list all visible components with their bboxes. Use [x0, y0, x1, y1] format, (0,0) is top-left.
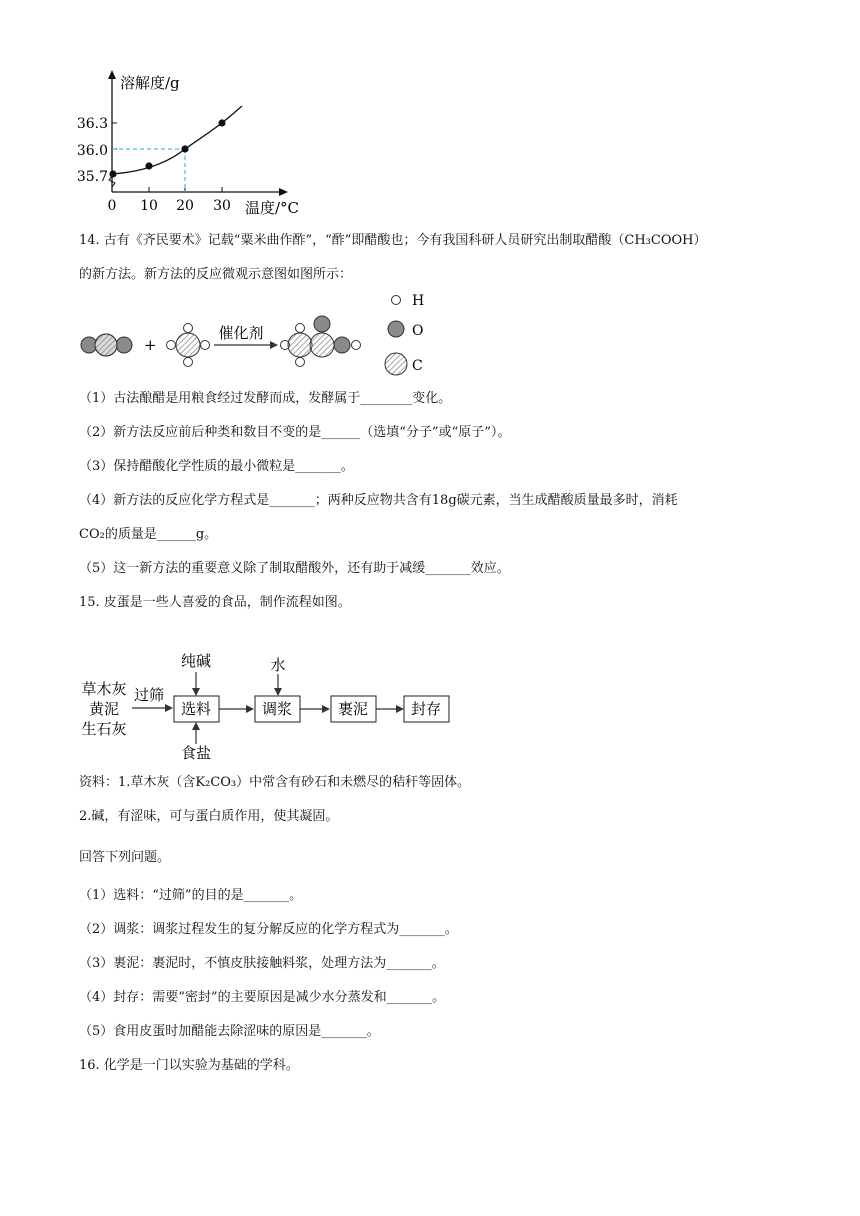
x-axis-label: 温度/°C — [245, 199, 300, 217]
q14-part5: （5）这一新方法的重要意义除了制取醋酸外，还有助于减缓_______效应。 — [79, 561, 510, 576]
atom-legend — [385, 293, 424, 375]
q14-stem-line1: 14. 古有《齐民要术》记载“粟米曲作酢”，“酢”即醋酸也；今有我国科研人员研究出制取醋酸（CH₃COOH） — [79, 233, 707, 248]
q15-part2: （2）调浆：调浆过程发生的复分解反应的化学方程式为_______。 — [79, 922, 458, 937]
ch4-molecule — [167, 324, 210, 367]
salt-label: 食盐 — [180, 744, 212, 762]
point-30 — [218, 119, 225, 126]
q15-stem: 15. 皮蛋是一些人喜爱的食品，制作流程如图。 — [79, 595, 351, 610]
q14-part4a: （4）新方法的反应化学方程式是_______；两种反应物共含有18g碳元素，当生成醋酸质量最多时，消耗 — [79, 493, 678, 508]
q14-part1: （1）古法酿醋是用粮食经过发酵而成，发酵属于________变化。 — [79, 391, 452, 406]
point-20 — [181, 145, 188, 152]
reaction-diagram — [76, 288, 446, 388]
x-tick-10: 10 — [140, 198, 158, 214]
step-wrap: 裹泥 — [337, 700, 369, 718]
legend-h-icon — [392, 296, 401, 305]
svg-text:O: O — [412, 323, 424, 339]
step-store: 封存 — [410, 700, 442, 718]
legend-o-icon — [388, 321, 404, 337]
x-tick-20: 20 — [176, 198, 194, 214]
point-10 — [145, 162, 152, 169]
solubility-curve — [112, 106, 242, 174]
solubility-chart — [70, 68, 330, 218]
soda-label: 纯碱 — [180, 652, 212, 670]
co2-molecule — [81, 334, 132, 356]
flow-diagram — [76, 648, 496, 768]
water-label: 水 — [270, 656, 286, 674]
raw-lime: 生石灰 — [81, 720, 127, 738]
legend-c-icon — [385, 353, 407, 375]
y-tick-35-7: 35.7 — [76, 169, 108, 185]
step-slurry: 调浆 — [261, 700, 293, 718]
q15-part1: （1）选料：“过筛”的目的是_______。 — [79, 888, 303, 903]
q15-part3: （3）裹泥：裹泥时，不慎皮肤接触料浆，处理方法为_______。 — [79, 956, 445, 971]
y-axis-label: 溶解度/g — [120, 74, 180, 92]
step-select: 选料 — [180, 700, 212, 718]
q14-stem-line2: 的新方法。新方法的反应微观示意图如图所示： — [79, 267, 353, 282]
catalyst-label: 催化剂 — [218, 324, 264, 342]
q16-stem: 16. 化学是一门以实验为基础的学科。 — [79, 1058, 299, 1073]
raw-ash: 草木灰 — [81, 680, 127, 698]
x-tick-30: 30 — [213, 198, 231, 214]
x-axis-arrow — [279, 188, 288, 196]
point-0 — [109, 170, 116, 177]
q15-ask: 回答下列问题。 — [79, 850, 171, 865]
filter-label: 过筛 — [133, 686, 165, 704]
svg-text:C: C — [412, 358, 423, 374]
y-tick-36-3: 36.3 — [76, 116, 108, 132]
y-tick-36-0: 36.0 — [76, 143, 108, 159]
raw-mud: 黄泥 — [88, 700, 120, 718]
q15-info1: 资料：1.草木灰（含K₂CO₃）中常含有砂石和未燃尽的秸秆等固体。 — [79, 775, 471, 790]
y-axis-arrow — [108, 70, 116, 79]
q14-part4b: CO₂的质量是______g。 — [79, 527, 218, 542]
x-tick-0: 0 — [107, 198, 117, 214]
svg-text:H: H — [412, 293, 425, 309]
q15-part4: （4）封存：需要“密封”的主要原因是减少水分蒸发和_______。 — [79, 990, 446, 1005]
q14-part3: （3）保持醋酸化学性质的最小微粒是_______。 — [79, 459, 354, 474]
q14-part2: （2）新方法反应前后种类和数目不变的是______（选填“分子”或“原子”）。 — [79, 425, 511, 440]
acetic-acid-molecule — [281, 316, 361, 367]
q15-part5: （5）食用皮蛋时加醋能去除涩味的原因是_______。 — [79, 1024, 380, 1039]
q15-info2: 2.碱，有涩味，可与蛋白质作用，使其凝固。 — [79, 809, 339, 824]
plus-sign: + — [144, 336, 157, 354]
